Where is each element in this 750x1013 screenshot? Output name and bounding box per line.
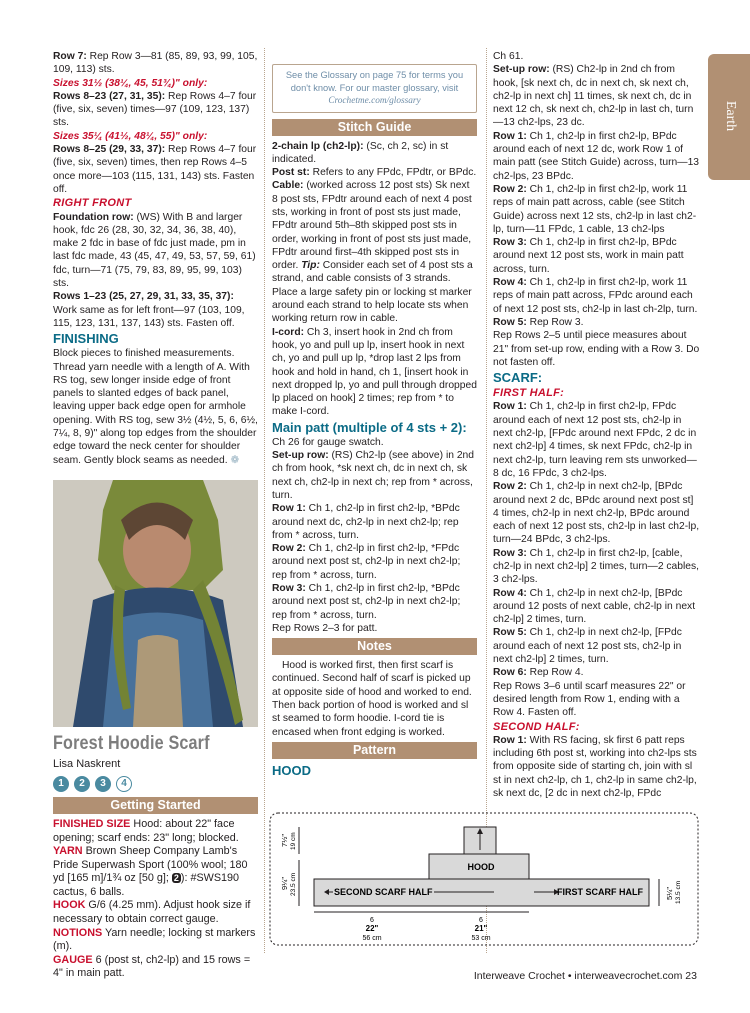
paragraph: Rep Rows 2–3 for patt. <box>272 622 378 634</box>
second-scarf-label: SECOND SCARF HALF <box>334 887 433 897</box>
schematic-diagram <box>269 812 699 946</box>
dim-label: 21" <box>474 924 488 933</box>
level-dot: 3 <box>95 776 111 792</box>
paragraph: Row 1: Ch 1, ch2-lp in first ch2-lp, FPdc around each of next 12 post sts, ch2-lp in next ch2-lp, [FPdc around next FPdc, 2 dc in next ch2-lp] 4 times, sk next FPdc, ch2-lp in next ch2-lp, turn leaving rem sts unworked—8 dc, 16 FPdc, 3 ch2-lps. <box>493 401 697 479</box>
section-heading: Main patt (multiple of 4 sts + 2): <box>272 419 467 435</box>
paragraph: Row 2: Ch 1, ch2-lp in first ch2-lp, *FPdc around next post st, ch2-lp in next ch2-lp; rep from * across, turn. <box>272 543 461 581</box>
page-footer: Interweave Crochet • interweavecrochet.com 23 <box>473 970 697 982</box>
author-name: Lisa Naskrent <box>53 757 121 770</box>
dim-label: 5¼" <box>665 886 674 900</box>
paragraph: Row 7: Rep Row 3—81 (85, 89, 93, 99, 105, 109, 113) sts. <box>53 51 258 76</box>
pattern-header: Pattern <box>272 742 477 759</box>
paragraph: Rows 8–25 (29, 33, 37): Rep Rows 4–7 four (five, six, seven) times, then rep Rows 4–5 once more—103 (115, 131, 143) sts. Fasten off. <box>53 144 257 195</box>
paragraph: Rep Rows 2–5 until piece measures about 21" from set-up row, ending with a Row 3. Do not fasten off. <box>493 330 700 368</box>
level-dot: 1 <box>53 776 69 792</box>
column-2 <box>272 64 477 779</box>
paragraph: Rows 8–23 (27, 31, 35): Rep Rows 4–7 four (five, six, seven) times—97 (109, 123, 137) sts. <box>53 90 257 129</box>
paragraph: Row 3: Ch 1, ch2-lp in first ch2-lp, *BPdc around next post st, ch2-lp in next ch2-lp; rep from * across, turn. <box>272 583 461 621</box>
column-divider <box>264 48 265 953</box>
paragraph: Rows 1–23 (25, 27, 29, 31, 33, 35, 37): Work same as for left front—97 (103, 109, 115, 123, 131, 137, 143) sts. Fasten off. <box>53 291 245 329</box>
hook: HOOK G/6 (4.25 mm). Adjust hook size if necessary to obtain correct gauge. <box>53 899 251 926</box>
paragraph: Row 5: Ch 1, ch2-lp in next ch2-lp, [FPdc around each of next 12 post sts, ch2-lp in next ch2-lp] 2 times, turn. <box>493 627 682 666</box>
section-heading: HOOD <box>272 762 311 778</box>
paragraph: Ch 61. <box>493 51 524 62</box>
dim-label: 53 cm <box>471 935 491 942</box>
paragraph: 2-chain lp (ch2-lp): (Sc, ch 2, sc) in st indicated. <box>272 140 449 165</box>
skill-level <box>53 776 258 792</box>
yarn-weight-icon: 2 <box>173 873 179 884</box>
paragraph: Row 1: With RS facing, sk first 6 patt reps including 6th post st, working into ch2-lps sts from opposite side of starting ch, join with sl st in next ch2-lp, ch 1, ch2-lp in same ch2-lp, sk next dc, [2 dc in next ch2-lp, FPdc <box>493 734 697 800</box>
paragraph: Row 4: Ch 1, ch2-lp in next ch2-lp, [BPdc around 12 posts of next cable, ch2-lp in next ch2-lp] 2 times, turn. <box>493 587 696 626</box>
gauge: GAUGE 6 (post st, ch2-lp) and 15 rows = 4" in main patt. <box>53 953 251 980</box>
glossary-box: See the Glossary on page 75 for terms you don't know. For our master glossary, visit Crochetme.com/glossary <box>272 64 477 113</box>
section-heading: FINISHING <box>53 331 119 347</box>
level-dot: 4 <box>116 776 132 792</box>
dim-label: 23.5 cm <box>290 872 297 896</box>
paragraph: Row 3: Ch 1, ch2-lp in first ch2-lp, BPdc around next 12 post sts, work in main patt across, turn. <box>493 237 684 275</box>
notes-header: Notes <box>272 638 477 655</box>
model-photo <box>53 480 258 727</box>
getting-started-header: Getting Started <box>53 797 258 814</box>
paragraph: Row 4: Ch 1, ch2-lp in first ch2-lp, work 11 reps of main patt across, FPdc around each of next 12 post sts, ch2-lp in last ch-2lp, turn. <box>493 277 698 315</box>
section-tab: Earth <box>708 54 750 180</box>
paragraph: Row 1: Ch 1, ch2-lp in first ch2-lp, *BPdc around next dc, ch2-lp in next ch2-lp; rep from * across, turn. <box>272 503 460 541</box>
paragraph: Set-up row: (RS) Ch2-lp in 2nd ch from hook, [sk next ch, dc in next ch, sk next ch, ch2-lp in next ch] 11 times, sk next ch, dc in next 12 ch, sk next ch, ch2-lp in last ch, turn—13 ch2-lps, 23 dc. <box>493 64 694 129</box>
paragraph: Rep Rows 3–6 until scarf measures 22" or desired length from Row 1, ending with a Row 4. Fasten off. <box>493 680 686 719</box>
first-scarf-label: FIRST SCARF HALF <box>557 887 643 897</box>
notions: NOTIONS Yarn needle; locking st markers (m). <box>53 926 256 953</box>
dim-label: 19 cm <box>290 832 297 850</box>
yarn: YARN Brown Sheep Company Lamb's Pride Superwash Sport (100% wool; 180 yd [165 m]/1¾ oz [50 g]; 2 ): #SWS190 cactus, 6 balls. <box>53 845 248 898</box>
paragraph: Row 2: Ch 1, ch2-lp in first ch2-lp, work 11 reps of main patt across, cable (see Stitch Guide) across next 12 sts, ch2-lp in last ch2-lp, turn—11 FPdc, 1 cable, 13 ch2-lps <box>493 183 697 235</box>
paragraph: Ch 26 for gauge swatch. <box>272 436 384 448</box>
size-note: Sizes 35¼ (41½, 48¼, 55)" only: <box>53 130 208 142</box>
dim-label: 13.5 cm <box>675 880 682 904</box>
paragraph: Row 2: Ch 1, ch2-lp in next ch2-lp, [BPdc around next 2 dc, BPdc around next post st] 4 times, ch2-lp in next ch2-lp, BPdc around each of next 12 post sts, ch2-lp in last ch2-lp, turn—24 BPdc, 3 ch2-lps. <box>493 481 700 546</box>
end-mark-icon: ❁ <box>230 454 240 466</box>
size-note: Sizes 31½ (38¼, 45, 51¾)" only: <box>53 77 208 89</box>
stitch-guide-header: Stitch Guide <box>272 119 477 136</box>
subheading: SECOND HALF: <box>493 720 580 733</box>
pattern-title: Forest Hoodie Scarf <box>53 732 210 754</box>
paragraph: Cable: (worked across 12 post sts) Sk next 8 post sts, FPdtr around each of next 4 post sts, working in front of post sts just made, FPdtr around 5th–8th skipped post sts in order, working in front of post sts just made, FPdtr around first–4th skipped post sts in order. Tip: Consider each set of 4 post sts a strand, and cable consists of 3 strands. Place a large safety pin or locking st marker around each strand to help locate sts when working return row in cable. <box>272 180 473 325</box>
getting-started <box>53 818 258 981</box>
paragraph: Set-up row: (RS) Ch2-lp (see above) in 2nd ch from hook, *sk next ch, dc in next ch, sk next ch, ch2-lp in next ch; rep from * across, turn. <box>272 450 475 501</box>
column-1 <box>53 50 258 981</box>
dim-label: 9¼" <box>280 876 289 890</box>
paragraph: Block pieces to finished measurements. Thread yarn needle with a length of A. With RS tog, sew longer inside edge of front panels to slanted edges of back panel, leaving upper back edge open for armhole opening. With RS tog, sew 3½ (4½, 5, 6, 6½, 7¼, 8, 9)" along top edges from the shoulder edge toward the neck center for shoulder seam. Gently block seams as needed. ❁ <box>53 348 258 466</box>
hood-label: HOOD <box>467 862 495 872</box>
subheading: FIRST HALF: <box>493 387 565 400</box>
paragraph: Foundation row: (WS) With B and larger hook, fdc 26 (28, 30, 32, 34, 36, 38, 40), make 2 fdc in base of fdc just made, pm in last fdc made, 43 (45, 47, 49, 53, 57, 59, 61) fdc, turn—71 (75, 79, 83, 89, 95, 99, 103) sts. <box>53 211 256 290</box>
section-heading: SCARF: <box>493 370 543 386</box>
paragraph: Post st: Refers to any FPdc, FPdtr, or BPdc. <box>272 167 477 179</box>
paragraph: I-cord: Ch 3, insert hook in 2nd ch from hook, yo and pull up lp, insert hook in next ch, yo and pull up lp, *drop last 2 lps from hook and hold in hand, ch 1, [insert hook in next dropped lp, yo and pull through dropped lp placed on hook] 2 times; rep from * to make I-cord. <box>272 326 477 418</box>
paragraph: Row 1: Ch 1, ch2-lp in first ch2-lp, BPdc around each of next 12 dc, work Row 1 of main patt (see Stitch Guide) across, turn—13 ch2-lps, 23 BPdc. <box>493 130 700 182</box>
finished-size: FINISHED SIZE Hood: about 22" face opening; scarf ends: 23" long; blocked. <box>53 817 239 844</box>
paragraph: Row 3: Ch 1, ch2-lp in first ch2-lp, [cable, ch2-lp in next ch2-lp] 2 times, turn—2 cables, 3 ch2-lps. <box>493 547 700 586</box>
dim-label: 22" <box>365 924 379 933</box>
dim-label: 56 cm <box>362 935 382 942</box>
subheading: RIGHT FRONT <box>53 197 132 210</box>
dim-label: 6 <box>479 917 483 924</box>
paragraph: Row 6: Rep Row 4. <box>493 667 584 679</box>
dim-label: 6 <box>370 917 374 924</box>
dim-label: 7½" <box>280 833 289 847</box>
column-3 <box>493 50 700 800</box>
paragraph: Hood is worked first, then first scarf is continued. Second half of scarf is picked up at opposite side of hood and worked to end. Then back portion of hood is worked and sl st seamed to form hoodie. I-cord tie is encased when front edging is worked. <box>272 660 472 738</box>
glossary-link[interactable]: Crochetme.com/glossary <box>328 96 421 106</box>
level-dot: 2 <box>74 776 90 792</box>
paragraph: Row 5: Rep Row 3. <box>493 316 584 328</box>
